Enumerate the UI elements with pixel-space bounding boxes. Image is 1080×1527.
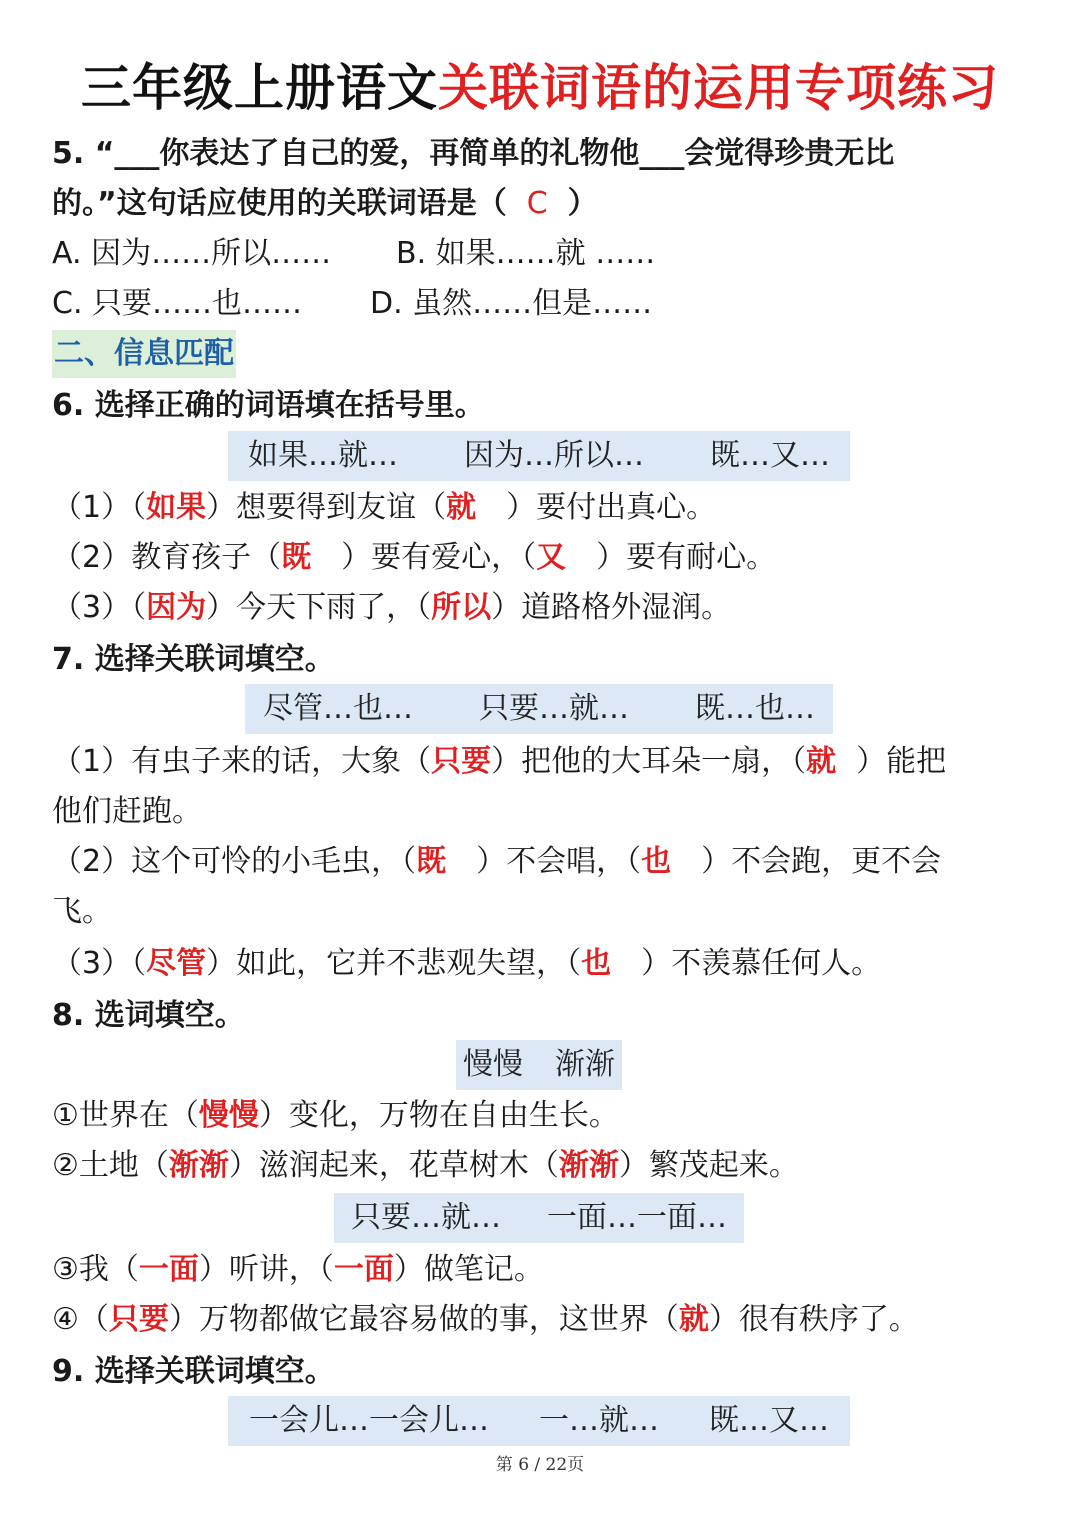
text: ）要有爱心，（: [341, 540, 537, 575]
text: （3）（: [52, 946, 147, 981]
q9-word: 一会儿…一会儿…: [249, 1403, 489, 1438]
text: ）把他的大耳朵一扇，（: [491, 744, 807, 779]
text: ）变化，万物在自由生长。: [258, 1098, 619, 1133]
text: ）今天下雨了，（: [206, 590, 432, 625]
answer: 尽管: [146, 946, 207, 981]
answer: 慢慢: [198, 1098, 259, 1133]
answer: 如果: [146, 490, 207, 525]
answer: 就: [806, 744, 837, 779]
q6-word-box: [228, 431, 850, 481]
text: ）不会唱，（: [476, 844, 642, 879]
text: ）繁茂起来。: [618, 1148, 799, 1183]
section-heading: 二、信息匹配: [52, 330, 236, 378]
q8-word: 只要…就…: [351, 1200, 501, 1235]
q5-line1: 5. “___你表达了自己的爱，再简单的礼物他___会觉得珍贵无比: [52, 136, 895, 171]
answer: 既: [281, 540, 312, 575]
text: ）要有耐心。: [596, 540, 777, 575]
q7-word: 既…也…: [695, 691, 815, 726]
q8-word: 渐渐: [555, 1047, 615, 1082]
text: （1）（: [52, 490, 147, 525]
q6-sentence-1: [52, 488, 716, 528]
answer: 一面: [333, 1252, 394, 1287]
answer: 渐渐: [558, 1148, 619, 1183]
answer: 所以: [431, 590, 492, 625]
q6-word: 如果…就…: [248, 438, 398, 473]
text: （1）有虫子来的话，大象（: [52, 744, 432, 779]
q8-sentence-1: [52, 1096, 619, 1136]
q8-sentence-3: [52, 1250, 544, 1290]
q7-sentence-1-cont: 他们赶跑。: [52, 794, 202, 829]
answer: 只要: [108, 1302, 169, 1337]
q6-word: 因为…所以…: [464, 438, 644, 473]
title-black-part: 三年级上册语文: [81, 59, 438, 117]
answer: 因为: [146, 590, 207, 625]
text: ）滋润起来，花草树木（: [228, 1148, 559, 1183]
q7-sentence-3: [52, 944, 881, 984]
q7-word-box: [245, 684, 833, 734]
q8-title: 8. 选词填空。: [52, 998, 245, 1033]
q7-word: 尽管…也…: [263, 691, 413, 726]
q5-options-row1: [52, 234, 656, 274]
text: ）道路格外湿润。: [491, 590, 732, 625]
answer: 渐渐: [168, 1148, 229, 1183]
q5-option-b: B. 如果……就 ……: [396, 236, 656, 271]
answer: 只要: [431, 744, 492, 779]
answer: 一面: [138, 1252, 199, 1287]
q8-word: 慢慢: [463, 1047, 523, 1082]
q7-title: 7. 选择关联词填空。: [52, 642, 335, 677]
q7-word: 只要…就…: [479, 691, 629, 726]
text: （2）这个可怜的小毛虫，（: [52, 844, 417, 879]
q7-sentence-2-cont: 飞。: [52, 894, 112, 929]
q7-sentence-2: [52, 842, 941, 882]
text: ④（: [52, 1302, 109, 1337]
text: ）很有秩序了。: [708, 1302, 919, 1337]
text: ②土地（: [52, 1148, 169, 1183]
text: ）想要得到友谊（: [206, 490, 447, 525]
answer: 也: [641, 844, 672, 879]
text: （2）教育孩子（: [52, 540, 282, 575]
answer: 就: [446, 490, 477, 525]
title-red-part: 关联词语的运用专项练习: [438, 59, 999, 117]
text: ）做笔记。: [393, 1252, 544, 1287]
answer: 既: [416, 844, 447, 879]
q8-word: 一面…一面…: [547, 1200, 727, 1235]
text: ）如此，它并不悲观失望，（: [206, 946, 582, 981]
page-number: 第 6 / 22页: [495, 1455, 585, 1475]
text: （3）（: [52, 590, 147, 625]
q8-sentence-4: [52, 1300, 919, 1340]
q5-options-row2: [52, 284, 653, 324]
q6-title: 6. 选择正确的词语填在括号里。: [52, 388, 485, 423]
answer: 也: [581, 946, 612, 981]
q8-word-box-1: [456, 1040, 622, 1090]
q9-word: 既…又…: [709, 1403, 829, 1438]
text: ）要付出真心。: [506, 490, 717, 525]
page-title: [0, 48, 1080, 120]
answer: 就: [678, 1302, 709, 1337]
q5-option-a: A. 因为……所以……: [52, 236, 332, 271]
answer: 又: [536, 540, 567, 575]
text: ）万物都做它最容易做的事，这世界（: [168, 1302, 679, 1337]
q8-sentence-2: [52, 1146, 799, 1186]
text: ③我（: [52, 1252, 139, 1287]
q6-sentence-3: [52, 588, 731, 628]
q5-option-c: C. 只要……也……: [52, 286, 303, 321]
q9-word-box: [228, 1396, 850, 1446]
q5-line2: [52, 184, 598, 224]
text: ）不羡慕任何人。: [641, 946, 882, 981]
text: ）能把: [856, 744, 947, 779]
q5-answer: C: [526, 186, 548, 221]
q9-word: 一…就…: [539, 1403, 659, 1438]
q9-title: 9. 选择关联词填空。: [52, 1354, 335, 1389]
text: ）不会跑，更不会: [701, 844, 942, 879]
q6-word: 既…又…: [710, 438, 830, 473]
q7-sentence-1: [52, 742, 946, 782]
q6-sentence-2: [52, 538, 776, 578]
q5-line2-pre: 的。”这句话应使用的关联词语是（: [52, 186, 507, 221]
text: ①世界在（: [52, 1098, 199, 1133]
q5-option-d: D. 虽然……但是……: [370, 286, 653, 321]
q5-line2-post: ）: [567, 186, 598, 221]
text: ）听讲，（: [198, 1252, 334, 1287]
q8-word-box-2: [334, 1193, 744, 1243]
